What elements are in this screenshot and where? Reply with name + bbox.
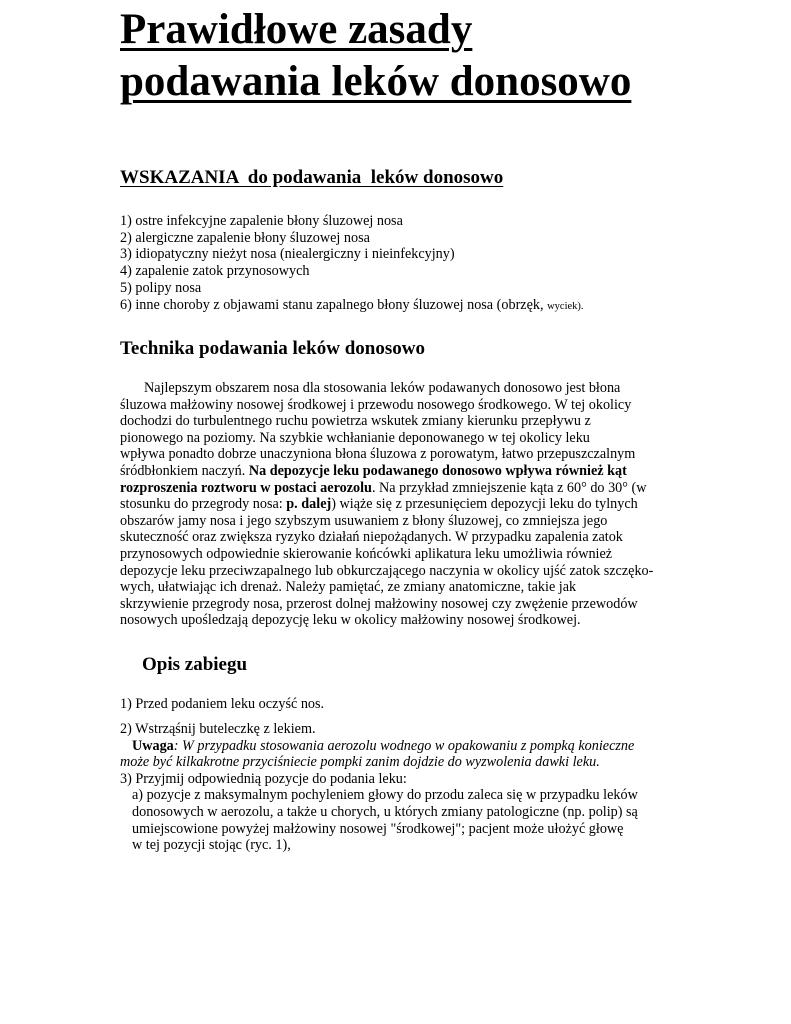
technique-bold-text: p. dalej bbox=[286, 496, 332, 513]
technique-line: obszarów jamy nosa i jego szybszym usuwaniem z błony śluzowej, co zmniejsza jego bbox=[120, 512, 608, 529]
technique-text: śródbłonkiem naczyń. bbox=[120, 462, 249, 479]
technique-heading: Technika podawania leków donosowo bbox=[120, 338, 425, 359]
procedure-note-line-2: może być kilkakrotne przyciśniecie pompki zanim dojdzie do wyzwolenia dawki leku. bbox=[120, 754, 600, 771]
technique-line bbox=[120, 480, 680, 497]
technique-text: ) wiąże się z przesunięciem depozycji leku do tylnych bbox=[331, 496, 638, 513]
indication-item: 3) idiopatyczny nieżyt nosa (niealergiczny i nieinfekcyjny) bbox=[120, 246, 455, 263]
document-title bbox=[120, 4, 720, 108]
indications-list bbox=[120, 213, 584, 315]
procedure-substep-a: w tej pozycji stojąc (ryc. 1), bbox=[132, 837, 291, 854]
technique-line: nosowych upośledzają depozycję leku w okolicy małżowiny nosowej środkowej. bbox=[120, 612, 581, 629]
indication-item: 5) polipy nosa bbox=[120, 279, 202, 296]
technique-line bbox=[120, 496, 680, 513]
technique-line: depozycje leku przeciwzapalnego lub obkurczającego naczynia w okolicy ujść zatok szczęko- bbox=[120, 562, 654, 579]
technique-line: śluzowa małżowiny nosowej środkowej i przewodu nosowego środkowego. W tej okolicy bbox=[120, 396, 632, 413]
procedure-substep-a: a) pozycje z maksymalnym pochyleniem głowy do przodu zaleca się w przypadku leków bbox=[132, 787, 638, 804]
procedure-step-2 bbox=[120, 721, 710, 854]
title-line-2: podawania leków donosowo bbox=[120, 58, 632, 105]
indication-item-6-small: wyciek). bbox=[547, 300, 584, 312]
procedure-step-text: 1) Przed podaniem leku oczyść nos. bbox=[120, 696, 325, 712]
technique-line: wych, ułatwiając ich drenaż. Należy pamiętać, ze zmiany anatomiczne, takie jak bbox=[120, 579, 577, 596]
note-label: Uwaga bbox=[132, 737, 174, 754]
indication-item: 1) ostre infekcyjne zapalenie błony śluzowej nosa bbox=[120, 213, 403, 229]
technique-line: Najlepszym obszarem nosa dla stosowania leków podawanych donosowo jest błona bbox=[144, 380, 621, 396]
technique-line: skuteczność oraz zwiększa ryzyko działań niepożądanych. W przypadku zapalenia zatok bbox=[120, 529, 623, 546]
procedure-substep-a: umiejscowione powyżej małżowiny nosowej "środkowej"; pacjent może ułożyć głowę bbox=[132, 820, 624, 837]
procedure-step-text: 3) Przyjmij odpowiednią pozycje do podania leku: bbox=[120, 770, 407, 787]
technique-line: skrzywienie przegrody nosa, przerost dolnej małżowiny nosowej czy zwężenie przewodów bbox=[120, 595, 638, 612]
technique-text: stosunku do przegrody nosa: bbox=[120, 496, 287, 513]
procedure-heading: Opis zabiegu bbox=[142, 654, 248, 675]
technique-paragraph bbox=[120, 380, 680, 629]
procedure-note bbox=[120, 738, 710, 755]
technique-line: dochodzi do turbulentnego ruchu powietrza wskutek zmiany kierunku przepływu z bbox=[120, 413, 591, 430]
technique-text: . Na przykład zmniejszenie kąta z 60° do 30° (w bbox=[371, 479, 647, 496]
note-text: : W przypadku stosowania aerozolu wodnego w opakowaniu z pompką konieczne bbox=[173, 737, 635, 754]
procedure-step-1 bbox=[120, 696, 710, 713]
procedure-substep-a: donosowych w aerozolu, a także u chorych, u których zmiany patologiczne (np. polip) są bbox=[132, 803, 638, 820]
indications-heading: WSKAZANIA do podawania leków donosowo bbox=[120, 167, 504, 188]
technique-line: wpływa ponadto dobrze unaczyniona błona śluzowa z porowatym, łatwo przepuszczalnym bbox=[120, 446, 636, 463]
indication-item: 2) alergiczne zapalenie błony śluzowej nosa bbox=[120, 229, 370, 246]
technique-line: przynosowych odpowiednie skierowanie końcówki aplikatura leku umożliwia również bbox=[120, 545, 613, 562]
procedure-step-text: 2) Wstrząśnij buteleczkę z lekiem. bbox=[120, 721, 316, 737]
technique-line: pionowego na poziomy. Na szybkie wchłanianie deponowanego w tej okolicy leku bbox=[120, 429, 590, 446]
indication-item-6-main: 6) inne choroby z objawami stanu zapalnego błony śluzowej nosa (obrzęk, bbox=[120, 296, 548, 313]
indication-item: 4) zapalenie zatok przynosowych bbox=[120, 263, 310, 280]
technique-line bbox=[120, 463, 680, 480]
technique-bold-text: Na depozycje leku podawanego donosowo wpływa również kąt bbox=[248, 462, 627, 479]
technique-bold-text: rozproszenia roztworu w postaci aerozolu bbox=[120, 479, 372, 496]
title-line-1: Prawidłowe zasady bbox=[120, 6, 473, 53]
indication-item bbox=[120, 297, 584, 316]
